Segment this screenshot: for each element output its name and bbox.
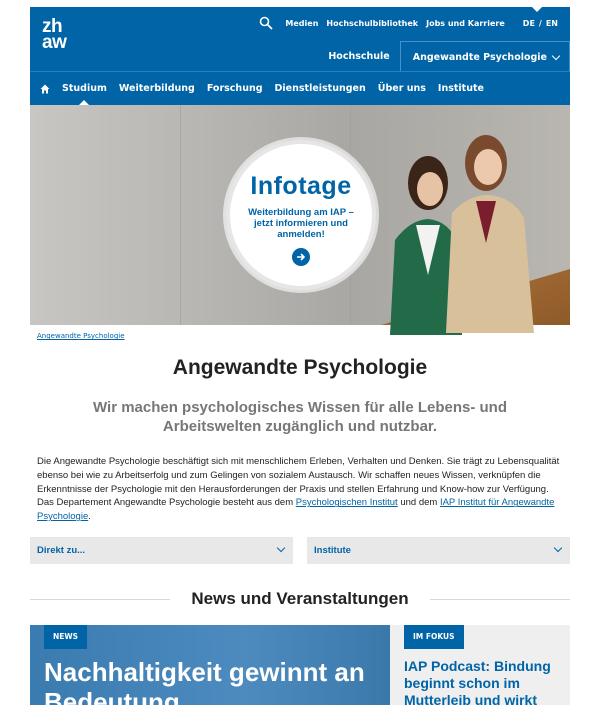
badge-text: Weiterbildung am IAP – jetzt informieren und anmelden! <box>248 207 354 240</box>
nav-institute[interactable]: Institute <box>437 83 484 94</box>
link-iap-institut[interactable]: IAP Institut für Angewandte Psychologie <box>37 497 555 523</box>
badge-title: Infotage <box>250 172 352 200</box>
home-icon[interactable] <box>40 84 50 94</box>
news-tag: NEWS <box>44 625 87 649</box>
main-navigation <box>30 71 570 105</box>
site-header <box>30 7 570 105</box>
focus-tag: IM FOKUS <box>404 625 464 649</box>
nav-studium[interactable]: Studium <box>62 83 107 94</box>
direct-to-dropdown[interactable] <box>30 537 293 564</box>
focus-headline[interactable]: IAP Podcast: Bindung beginnt schon im Mutterleib und wirkt <box>404 658 551 708</box>
link-medien[interactable]: Medien <box>285 18 319 28</box>
lang-en[interactable]: EN <box>545 18 558 28</box>
hero-wall-seam <box>180 105 181 325</box>
lang-separator: / <box>538 18 542 28</box>
link-jobs-karriere[interactable]: Jobs und Karriere <box>426 18 505 28</box>
intro-text: und dem <box>397 497 440 509</box>
infotage-badge[interactable] <box>226 140 376 290</box>
nav-dienstleistungen[interactable]: Dienstleistungen <box>274 83 366 94</box>
school-navigation <box>318 41 570 71</box>
language-switcher <box>523 19 558 28</box>
direct-to-label: Direkt zu... <box>37 545 86 556</box>
breadcrumb[interactable]: Angewandte Psychologie <box>37 332 125 340</box>
nav-ueber-uns[interactable]: Über uns <box>377 83 426 94</box>
zhaw-logo[interactable] <box>42 16 67 53</box>
arrow-right-icon[interactable] <box>292 248 310 266</box>
page-title: Angewandte Psychologie <box>172 356 428 379</box>
department-dropdown[interactable] <box>400 41 570 71</box>
section-title: News und Veranstaltungen <box>191 589 409 608</box>
link-psychologisches-institut[interactable]: Psychologischen Institut <box>295 497 398 509</box>
institute-label: Institute <box>314 545 351 556</box>
intro-text: . <box>88 511 91 523</box>
institute-dropdown[interactable] <box>307 537 570 564</box>
logo-line-2: aw <box>42 32 67 53</box>
meta-navigation <box>259 16 558 30</box>
nav-hochschule[interactable]: Hochschule <box>328 51 390 62</box>
intro-text: Die Angewandte Psychologie beschäftigt sich mit menschlichem Erleben, Verhalten und Denken. Sie trägt zu Lebensqualität ebenso bei wie zu Arbeitserfolg und zum Gelingen von sozialem Austausch. Wir schaffen neues Wissen, verknüpfen die Erkenntnisse der Psychologie mit den Herausforderungen der Praxis und stellen Erfahrung und Know-how zur Verfügung. Das Departement Angewandte Psychologie besteht aus dem <box>37 456 560 509</box>
lead-text: Wir machen psychologisches Wissen für alle Lebens- und Arbeitswelten zugänglich und nutzbar. <box>93 399 507 435</box>
nav-forschung[interactable]: Forschung <box>206 83 263 94</box>
chevron-down-icon <box>552 52 560 60</box>
person-illustration <box>438 123 538 333</box>
logo-line-1: zh <box>42 16 63 37</box>
lang-de[interactable]: DE <box>522 18 535 28</box>
hero-banner[interactable] <box>30 105 570 325</box>
search-icon[interactable] <box>259 16 273 30</box>
news-card[interactable] <box>30 625 390 717</box>
focus-card[interactable] <box>390 625 570 708</box>
top-indicator-triangle <box>532 7 542 12</box>
intro-paragraph <box>37 455 567 524</box>
news-headline[interactable]: Nachhaltigkeit gewinnt an Bedeutung <box>44 657 365 717</box>
department-label: Angewandte Psychologie <box>412 52 547 63</box>
link-hochschulbibliothek[interactable]: Hochschulbibliothek <box>326 18 419 28</box>
chevron-down-icon <box>277 544 285 552</box>
nav-weiterbildung[interactable]: Weiterbildung <box>118 83 195 94</box>
chevron-down-icon <box>554 544 562 552</box>
